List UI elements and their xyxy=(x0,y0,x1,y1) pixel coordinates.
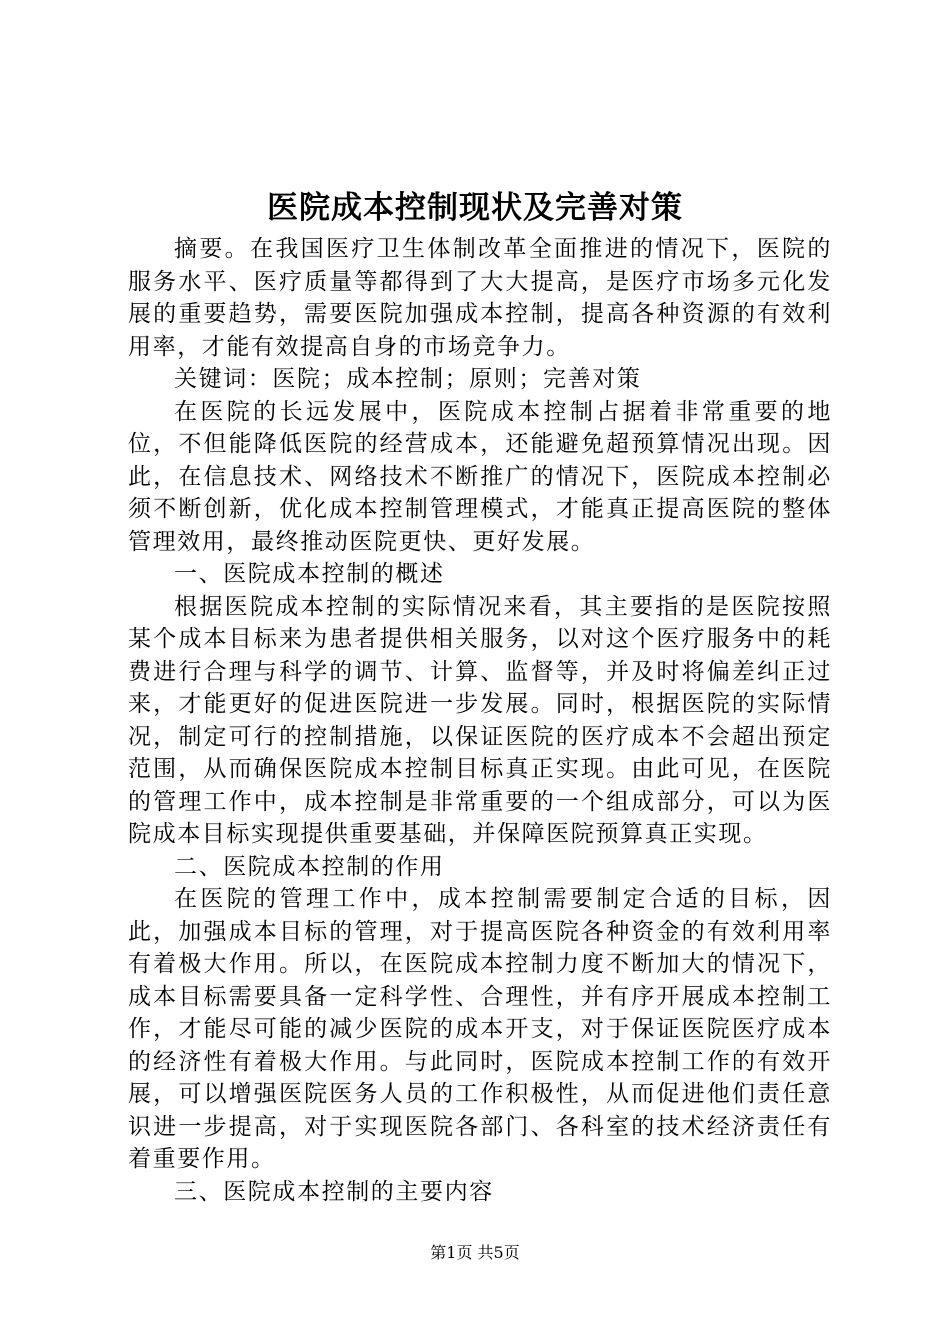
section-2-paragraph: 在医院的管理工作中，成本控制需要制定合适的目标，因此，加强成本目标的管理，对于提高医院各种资金的有效利用率有着极大作用。所以，在医院成本控制力度不断加大的情况下，成本目标需要具备一定科学性、合理性，并有序开展成本控制工作，才能尽可能的减少医院的成本开支，对于保证医院医疗成本的经济性有着极大作用。与此同时，医院成本控制工作的有效开展，可以增强医院医务人员的工作积极性，从而促进他们责任意识进一步提高，对于实现医院各部门、各科室的技术经济责任有着重要作用。 xyxy=(128,886,832,1172)
abstract-paragraph: 摘要。在我国医疗卫生体制改革全面推进的情况下，医院的服务水平、医疗质量等都得到了大大提高，是医疗市场多元化发展的重要趋势，需要医院加强成本控制，提高各种资源的有效利用率，才能有效提高自身的市场竞争力。 xyxy=(128,236,832,360)
document-body xyxy=(128,233,832,1208)
section-heading-3: 三、医院成本控制的主要内容 xyxy=(174,1178,494,1205)
section-heading-2: 二、医院成本控制的作用 xyxy=(174,853,445,880)
intro-paragraph: 在医院的长远发展中，医院成本控制占据着非常重要的地位，不但能降低医院的经营成本，还能避免超预算情况出现。因此，在信息技术、网络技术不断推广的情况下，医院成本控制必须不断创新，优化成本控制管理模式，才能真正提高医院的整体管理效用，最终推动医院更快、更好发展。 xyxy=(128,398,832,555)
document-title: 医院成本控制现状及完善对策 xyxy=(267,190,683,226)
page-footer: 第1页 共5页 xyxy=(430,1243,520,1262)
keywords-paragraph: 关键词：医院；成本控制；原则；完善对策 xyxy=(174,366,642,392)
section-heading-1: 一、医院成本控制的概述 xyxy=(174,561,445,587)
section-1-paragraph: 根据医院成本控制的实际情况来看，其主要指的是医院按照某个成本目标来为患者提供相关服务，以对这个医疗服务中的耗费进行合理与科学的调节、计算、监督等，并及时将偏差纠正过来，才能更好的促进医院进一步发展。同时，根据医院的实际情况，制定可行的控制措施，以保证医院的医疗成本不会超出预定范围，从而确保医院成本控制目标真正实现。由此可见，在医院的管理工作中，成本控制是非常重要的一个组成部分，可以为医院成本目标实现提供重要基础，并保障医院预算真正实现。 xyxy=(128,593,832,847)
